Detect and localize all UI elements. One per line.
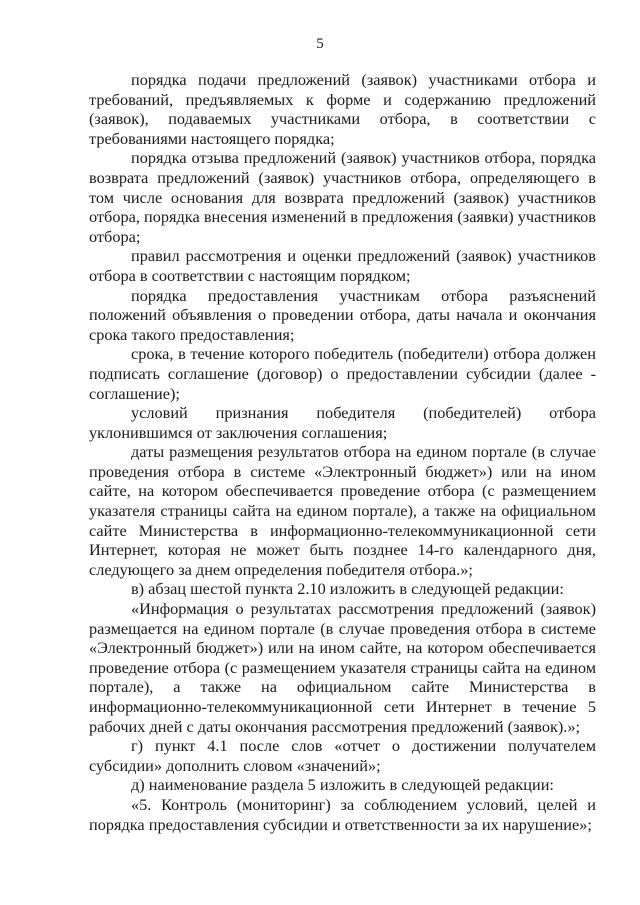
- paragraph-results-publication-date: даты размещения результатов отбора на едином портале (в случае проведения отбора в системе «Электронный бюджет») или на ином сайте, на котором обеспечивается проведение отбора (с размещением указателя страницы сайта на едином портале), а также на официальном сайте Министерства в информационно-телекоммуникационной сети Интернет, которая не может быть позднее 14-го календарного дня, следующего за днем определения победителя отбора.»;: [89, 442, 596, 579]
- paragraph-review-rules: правил рассмотрения и оценки предложений (заявок) участников отбора в соответствии с настоящим порядком;: [89, 246, 596, 285]
- paragraph-submission-procedure: порядка подачи предложений (заявок) участниками отбора и требований, предъявляемых к форме и содержанию предложений (заявок), подаваемых участниками отбора, в соответствии с требованиями настоящего порядка;: [89, 70, 596, 148]
- paragraph-withdrawal-procedure: порядка отзыва предложений (заявок) участников отбора, порядка возврата предложений (заявок) участников отбора, определяющего в том числе основания для возврата предложений (заявок) участников отбора, порядка внесения изменений в предложения (заявки) участников отбора;: [89, 148, 596, 246]
- paragraph-amendment-d: д) наименование раздела 5 изложить в следующей редакции:: [131, 775, 554, 795]
- document-body: [89, 70, 596, 834]
- paragraph-results-information: «Информация о результатах рассмотрения предложений (заявок) размещается на едином портале (в случае проведения отбора в системе «Электронный бюджет») или на ином сайте, на котором обеспечивается проведение отбора (с размещением указателя страницы сайта на едином портале), а также на официальном сайте Министерства в информационно-телекоммуникационной сети Интернет в течение 5 рабочих дней с даты окончания рассмотрения предложений (заявок).»;: [89, 599, 596, 736]
- paragraph-agreement-deadline: срока, в течение которого победитель (победители) отбора должен подписать соглашение (договор) о предоставлении субсидии (далее - соглашение);: [89, 344, 596, 403]
- paragraph-section-5-title: «5. Контроль (мониторинг) за соблюдением условий, целей и порядка предоставления субсидии и ответственности за их нарушение»;: [89, 794, 596, 834]
- paragraph-amendment-v: в) абзац шестой пункта 2.10 изложить в следующей редакции:: [131, 579, 564, 599]
- paragraph-evasion-conditions: условий признания победителя (победителей) отбора уклонившимся от заключения соглашения;: [89, 403, 596, 442]
- paragraph-amendment-g: г) пункт 4.1 после слов «отчет о достижении получателем субсидии» дополнить словом «значений»;: [89, 736, 596, 775]
- paragraph-clarification-procedure: порядка предоставления участникам отбора разъяснений положений объявления о проведении отбора, даты начала и окончания срока такого предоставления;: [89, 285, 596, 344]
- page-number: 5: [316, 36, 324, 52]
